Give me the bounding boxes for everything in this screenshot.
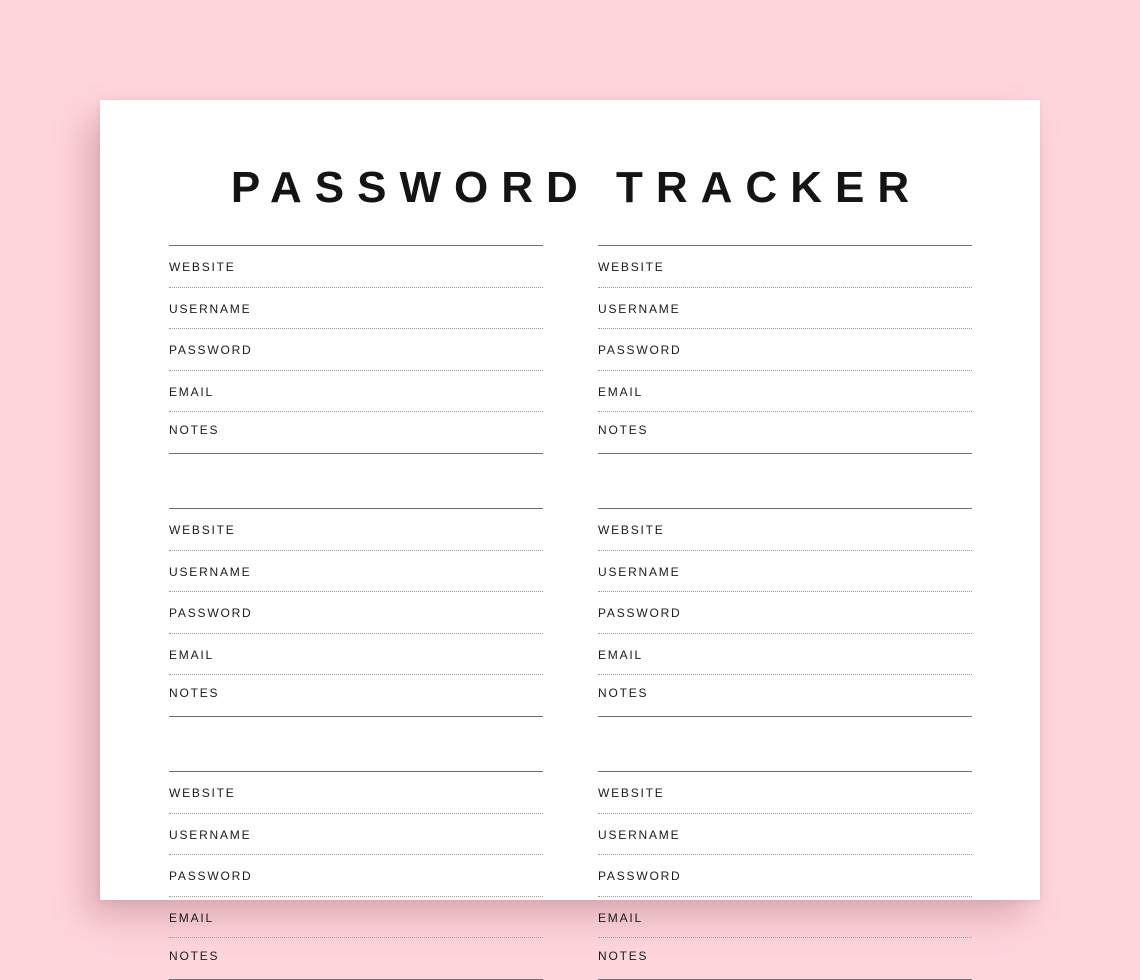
field-label-website: WEBSITE	[598, 786, 665, 800]
field-row-email[interactable]	[598, 371, 972, 413]
field-row-username[interactable]	[598, 551, 972, 593]
field-label-password: PASSWORD	[169, 869, 253, 883]
field-row-email[interactable]	[169, 634, 543, 676]
field-label-password: PASSWORD	[598, 606, 682, 620]
field-row-notes[interactable]	[169, 412, 543, 454]
field-row-password[interactable]	[598, 329, 972, 371]
field-row-notes[interactable]	[598, 938, 972, 980]
field-label-username: USERNAME	[169, 564, 252, 579]
field-row-email[interactable]	[169, 897, 543, 939]
entry-card-6	[598, 771, 972, 980]
field-row-username[interactable]	[169, 551, 543, 593]
entry-card-3	[169, 508, 543, 717]
field-label-username: USERNAME	[169, 301, 252, 316]
field-label-website: WEBSITE	[169, 260, 236, 274]
field-label-website: WEBSITE	[598, 523, 665, 537]
entry-card-4	[598, 508, 972, 717]
field-row-username[interactable]	[598, 288, 972, 330]
field-label-password: PASSWORD	[169, 606, 253, 620]
field-row-username[interactable]	[598, 814, 972, 856]
field-label-password: PASSWORD	[598, 343, 682, 357]
field-label-notes: NOTES	[169, 686, 220, 700]
field-row-website[interactable]	[598, 772, 972, 814]
entry-card-1	[169, 245, 543, 454]
field-row-notes[interactable]	[598, 675, 972, 717]
field-label-email: EMAIL	[169, 910, 215, 925]
field-row-website[interactable]	[169, 509, 543, 551]
field-label-notes: NOTES	[598, 686, 649, 700]
field-label-notes: NOTES	[598, 423, 649, 437]
field-label-email: EMAIL	[169, 384, 215, 399]
field-row-password[interactable]	[169, 329, 543, 371]
field-row-website[interactable]	[598, 246, 972, 288]
field-row-username[interactable]	[169, 814, 543, 856]
field-label-username: USERNAME	[598, 827, 681, 842]
field-label-username: USERNAME	[169, 827, 252, 842]
field-label-username: USERNAME	[598, 564, 681, 579]
field-row-website[interactable]	[169, 772, 543, 814]
password-tracker-sheet	[100, 100, 1040, 963]
field-label-username: USERNAME	[598, 301, 681, 316]
field-row-password[interactable]	[598, 855, 972, 897]
field-label-password: PASSWORD	[169, 343, 253, 357]
field-row-email[interactable]	[598, 897, 972, 939]
field-label-email: EMAIL	[598, 910, 644, 925]
field-row-notes[interactable]	[598, 412, 972, 454]
field-label-notes: NOTES	[169, 423, 220, 437]
field-row-notes[interactable]	[169, 938, 543, 980]
field-label-website: WEBSITE	[169, 786, 236, 800]
field-label-email: EMAIL	[169, 647, 215, 662]
field-row-password[interactable]	[169, 855, 543, 897]
field-row-email[interactable]	[169, 371, 543, 413]
field-label-notes: NOTES	[169, 949, 220, 963]
field-row-password[interactable]	[598, 592, 972, 634]
field-label-password: PASSWORD	[598, 869, 682, 883]
field-label-website: WEBSITE	[598, 260, 665, 274]
field-row-password[interactable]	[169, 592, 543, 634]
field-label-email: EMAIL	[598, 647, 644, 662]
field-label-website: WEBSITE	[169, 523, 236, 537]
field-row-website[interactable]	[169, 246, 543, 288]
field-label-notes: NOTES	[598, 949, 649, 963]
entry-card-2	[598, 245, 972, 454]
page-title: PASSWORD TRACKER	[230, 163, 923, 212]
entry-card-5	[169, 771, 543, 980]
field-row-website[interactable]	[598, 509, 972, 551]
field-row-username[interactable]	[169, 288, 543, 330]
field-label-email: EMAIL	[598, 384, 644, 399]
field-row-notes[interactable]	[169, 675, 543, 717]
field-row-email[interactable]	[598, 634, 972, 676]
